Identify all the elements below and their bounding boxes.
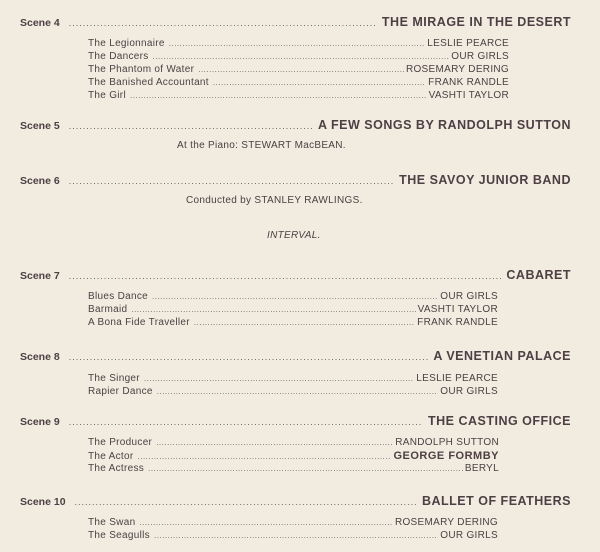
- cast-row: [88, 77, 509, 90]
- dot-leader: [169, 39, 426, 48]
- cast-row: [88, 386, 498, 399]
- scene-heading: [20, 118, 571, 134]
- scene-title: A VENETIAN PALACE: [433, 349, 571, 363]
- scene-note: Conducted by STANLEY RAWLINGS.: [186, 195, 363, 206]
- cast-role: A Bona Fide Traveller: [88, 317, 190, 328]
- cast-row: [88, 373, 498, 386]
- scene-note: At the Piano: STEWART MacBEAN.: [177, 140, 346, 151]
- scene-number: Scene 6: [20, 175, 60, 187]
- cast-row: [88, 38, 509, 51]
- cast-actor: VASHTI TAYLOR: [417, 304, 498, 315]
- cast-actor: VASHTI TAYLOR: [428, 90, 509, 101]
- cast-row: [88, 51, 509, 64]
- dot-leader: [130, 91, 427, 100]
- dot-leader: [138, 452, 392, 461]
- cast-role: The Legionnaire: [88, 38, 165, 49]
- cast-role: Barmaid: [88, 304, 128, 315]
- cast-role: Rapier Dance: [88, 386, 153, 397]
- cast-row: [88, 517, 498, 530]
- cast-actor: RANDOLPH SUTTON: [395, 437, 499, 448]
- dot-leader: [69, 271, 502, 281]
- scene-title: THE SAVOY JUNIOR BAND: [399, 173, 571, 187]
- cast-role: The Producer: [88, 437, 153, 448]
- cast-role: The Actor: [88, 451, 134, 462]
- dot-leader: [69, 176, 394, 186]
- cast-row: [88, 90, 509, 103]
- cast-row: [88, 437, 499, 450]
- scene-title: THE CASTING OFFICE: [427, 414, 571, 428]
- cast-role: The Dancers: [88, 51, 149, 62]
- dot-leader: [75, 497, 417, 507]
- cast-role: The Banished Accountant: [88, 77, 209, 88]
- cast-row: [88, 530, 498, 543]
- scene-heading: [20, 173, 571, 189]
- dot-leader: [69, 352, 429, 362]
- cast-actor: OUR GIRLS: [440, 291, 498, 302]
- dot-leader: [69, 18, 377, 28]
- dot-leader: [153, 52, 450, 61]
- cast-role: The Girl: [88, 90, 126, 101]
- cast-actor: FRANK RANDLE: [417, 317, 498, 328]
- cast-actor: OUR GIRLS: [440, 386, 498, 397]
- cast-role: The Actress: [88, 463, 145, 474]
- dot-leader: [157, 387, 439, 396]
- cast-actor-star: GEORGE FORMBY: [393, 450, 499, 462]
- dot-leader: [198, 65, 404, 74]
- scene-heading: [20, 494, 571, 510]
- cast-actor: FRANK RANDLE: [428, 77, 509, 88]
- scene-number: Scene 7: [20, 270, 60, 282]
- interval-label: INTERVAL.: [267, 230, 321, 241]
- scene-number: Scene 4: [20, 17, 60, 29]
- cast-row: [88, 317, 498, 330]
- scene-number: Scene 8: [20, 351, 60, 363]
- cast-row: [88, 64, 509, 77]
- scene-number: Scene 5: [20, 120, 60, 132]
- dot-leader: [156, 438, 393, 447]
- cast-actor: ROSEMARY DERING: [394, 517, 498, 528]
- cast-row: [88, 463, 499, 476]
- cast-actor: OUR GIRLS: [440, 530, 498, 541]
- dot-leader: [194, 318, 415, 327]
- cast-role: The Seagulls: [88, 530, 150, 541]
- cast-row: [88, 291, 498, 304]
- dot-leader: [69, 121, 313, 131]
- scene-number: Scene 9: [20, 416, 60, 428]
- dot-leader: [144, 374, 414, 383]
- dot-leader: [131, 305, 415, 314]
- scene-number: Scene 10: [20, 496, 66, 508]
- dot-leader: [139, 518, 393, 527]
- scene-heading: [20, 349, 571, 365]
- cast-role: Blues Dance: [88, 291, 148, 302]
- scene-title: CABARET: [506, 268, 571, 282]
- dot-leader: [213, 78, 426, 87]
- cast-row: [88, 304, 498, 317]
- cast-role: The Phantom of Water: [88, 64, 195, 75]
- dot-leader: [69, 417, 423, 427]
- cast-actor: LESLIE PEARCE: [427, 38, 509, 49]
- dot-leader: [154, 531, 438, 540]
- dot-leader: [148, 464, 463, 473]
- cast-row: [88, 450, 499, 463]
- cast-actor: BERYL: [464, 463, 499, 474]
- dot-leader: [152, 292, 438, 301]
- scene-heading: [20, 268, 571, 284]
- cast-role: The Singer: [88, 373, 140, 384]
- cast-role: The Swan: [88, 517, 136, 528]
- scene-heading: [20, 15, 571, 31]
- cast-actor: LESLIE PEARCE: [416, 373, 498, 384]
- cast-actor: ROSEMARY DERING: [405, 64, 509, 75]
- cast-actor: OUR GIRLS: [451, 51, 509, 62]
- scene-title: BALLET OF FEATHERS: [421, 494, 571, 508]
- scene-heading: [20, 414, 571, 430]
- scene-title: A FEW SONGS BY RANDOLPH SUTTON: [318, 118, 571, 132]
- scene-title: THE MIRAGE IN THE DESERT: [381, 15, 571, 29]
